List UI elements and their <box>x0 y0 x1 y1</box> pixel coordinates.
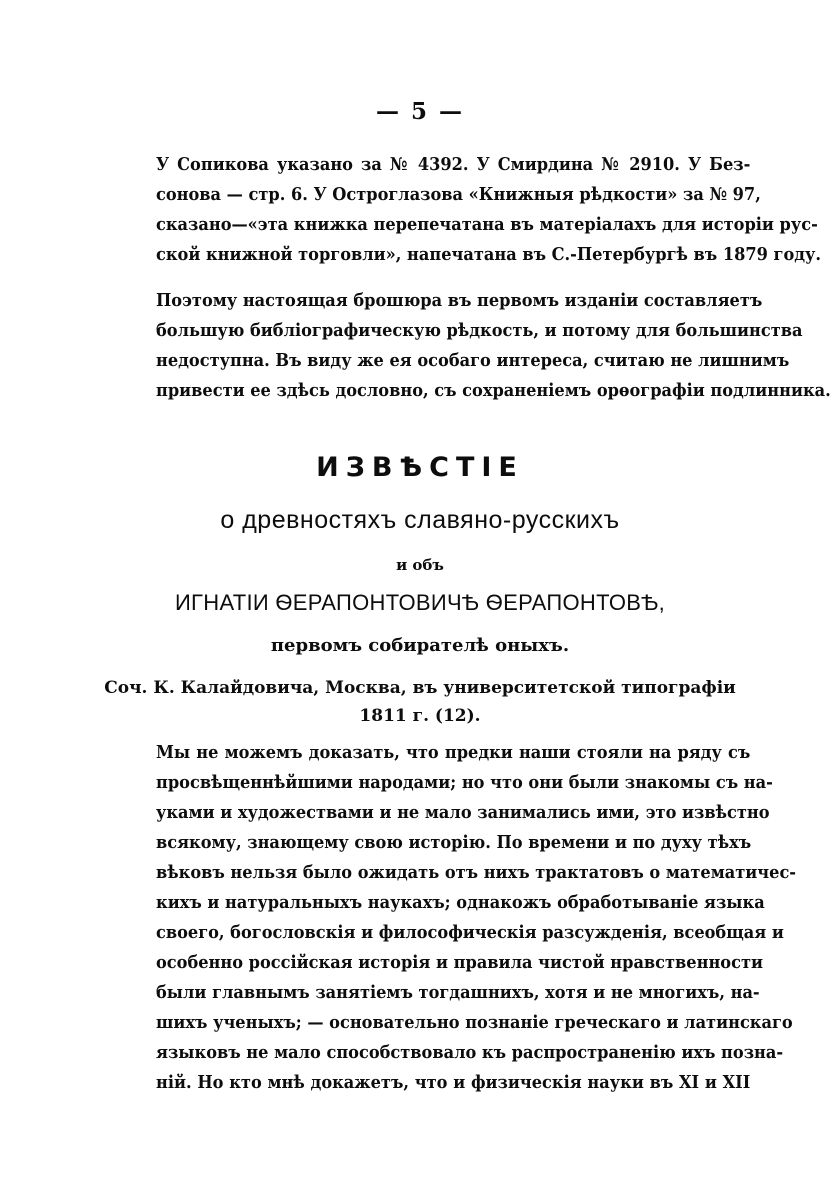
title-subtitle-2: и объ <box>396 556 444 574</box>
text-line: сказано—«эта книжка перепечатана въ матеріалахъ для исторіи рус- <box>156 214 818 235</box>
citation-line-2: 1811 г. (12). <box>359 706 481 726</box>
title-subtitle-4: первомъ собирателѣ оныхъ. <box>270 635 570 656</box>
text-line: кихъ и натуральныхъ наукахъ; однакожъ обработываніе языка <box>156 892 765 913</box>
paragraph-rarity <box>156 286 831 406</box>
page-number: — 5 — <box>375 98 465 125</box>
text-line: ній. Но кто мнѣ докажетъ, что и физическія науки въ XI и XII <box>156 1072 751 1093</box>
text-line: уками и художествами и не мало занимались ими, это извѣстно <box>156 802 770 823</box>
text-line: были главнымъ занятіемъ тогдашнихъ, хотя и не многихъ, на- <box>156 982 760 1003</box>
citation-line-1: Соч. К. Калайдовича, Москва, въ университетской типографіи <box>104 678 736 698</box>
paragraph-main-text <box>156 738 797 1098</box>
text-line: всякому, знающему свою исторію. По времени и по духу тѣхъ <box>156 832 752 853</box>
text-line: просвѣщеннѣйшими народами; но что они были знакомы съ на- <box>156 772 773 793</box>
text-line: большую библіографическую рѣдкость, и потому для большинства <box>156 320 803 341</box>
text-line: сонова — стр. 6. У Остроглазова «Книжныя рѣдкости» за № 97, <box>156 184 761 205</box>
text-line: вѣковъ нельзя было ожидать отъ нихъ трактатовъ о математичес- <box>156 862 797 883</box>
text-line: шихъ ученыхъ; — основательно познаніе греческаго и латинскаго <box>156 1012 793 1033</box>
text-line: Мы не можемъ доказать, что предки наши стояли на ряду съ <box>156 742 751 763</box>
text-line: своего, богословскія и философическія разсужденія, всеобщая и <box>156 922 784 943</box>
title-subtitle-3: ИГНАТІИ ѲЕРАПОНТОВИЧѢ ѲЕРАПОНТОВѢ, <box>174 590 666 615</box>
section-title: ИЗВѢСТІЕ <box>316 452 524 483</box>
title-subtitle-1: о древностяхъ славяно-русскихъ <box>220 506 620 534</box>
text-line: языковъ не мало способствовало къ распространенію ихъ позна- <box>156 1042 784 1063</box>
paragraph-bibliography <box>156 150 822 270</box>
text-line: привести ее здѣсь дословно, съ сохраненіемъ орѳографіи подлинника. <box>156 380 831 401</box>
text-line: ской книжной торговли», напечатана въ С.-Петербургѣ въ 1879 году. <box>156 244 822 265</box>
text-line: особенно россійская исторія и правила чистой нравственности <box>156 952 763 973</box>
text-line: Поэтому настоящая брошюра въ первомъ изданіи составляетъ <box>156 290 763 311</box>
text-line: У Сопикова указано за № 4392. У Смирдина № 2910. У Без- <box>156 154 751 175</box>
text-line: недоступна. Въ виду же ея особаго интереса, считаю не лишнимъ <box>156 350 790 371</box>
